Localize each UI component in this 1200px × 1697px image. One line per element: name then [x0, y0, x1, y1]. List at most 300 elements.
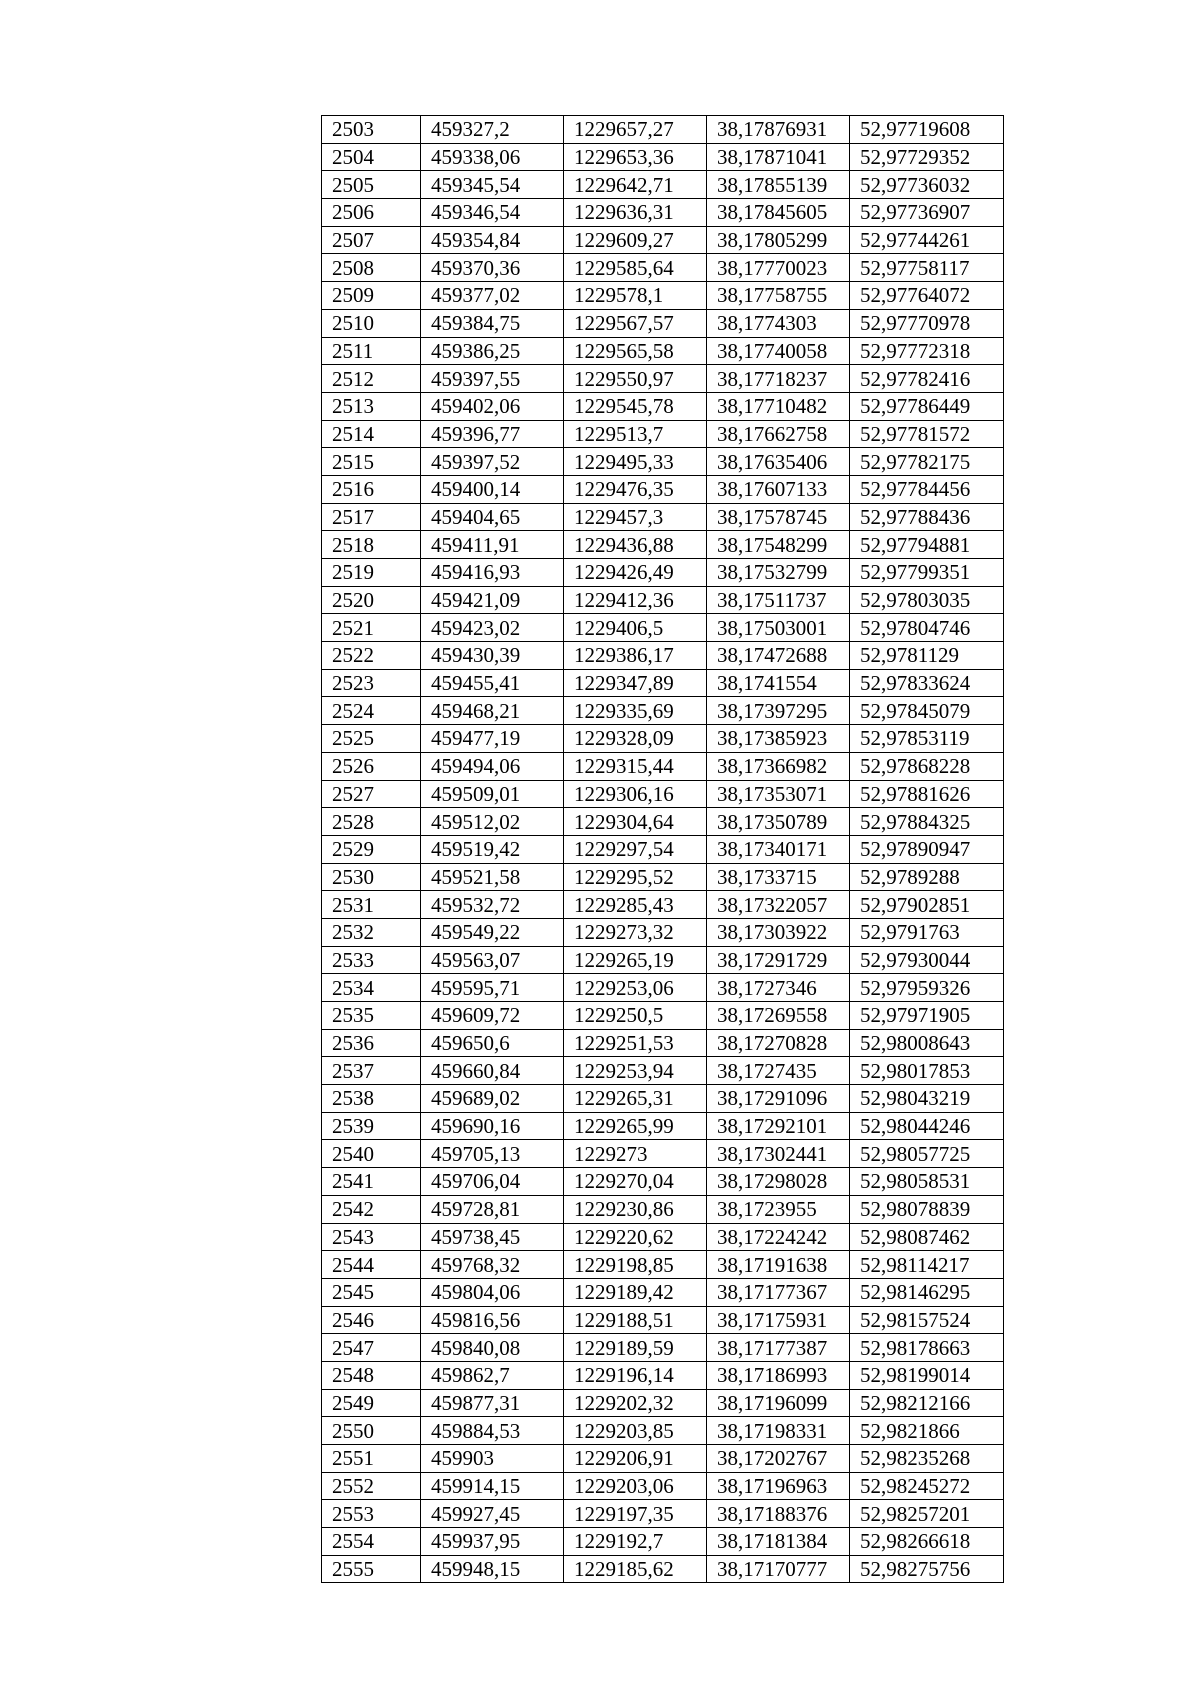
latitude-cell: 52,97719608 [850, 116, 1004, 144]
y-coordinate-cell: 1229203,06 [564, 1472, 707, 1500]
x-coordinate-cell: 459595,71 [421, 974, 564, 1002]
table-row [322, 1223, 1004, 1251]
x-coordinate-cell: 459660,84 [421, 1057, 564, 1085]
latitude-cell: 52,98157524 [850, 1306, 1004, 1334]
y-coordinate-cell: 1229196,14 [564, 1361, 707, 1389]
point-number-cell: 2547 [322, 1334, 421, 1362]
latitude-cell: 52,98245272 [850, 1472, 1004, 1500]
longitude-cell: 38,17175931 [707, 1306, 850, 1334]
table-row [322, 254, 1004, 282]
latitude-cell: 52,9789288 [850, 863, 1004, 891]
point-number-cell: 2504 [322, 143, 421, 171]
table-row [322, 863, 1004, 891]
latitude-cell: 52,97794881 [850, 531, 1004, 559]
y-coordinate-cell: 1229192,7 [564, 1528, 707, 1556]
table-row [322, 669, 1004, 697]
point-number-cell: 2510 [322, 309, 421, 337]
y-coordinate-cell: 1229250,5 [564, 1002, 707, 1030]
table-row [322, 309, 1004, 337]
x-coordinate-cell: 459609,72 [421, 1002, 564, 1030]
point-number-cell: 2506 [322, 199, 421, 227]
longitude-cell: 38,17303922 [707, 918, 850, 946]
x-coordinate-cell: 459338,06 [421, 143, 564, 171]
longitude-cell: 38,17177387 [707, 1334, 850, 1362]
y-coordinate-cell: 1229513,7 [564, 420, 707, 448]
longitude-cell: 38,1727346 [707, 974, 850, 1002]
point-number-cell: 2549 [322, 1389, 421, 1417]
x-coordinate-cell: 459927,45 [421, 1500, 564, 1528]
point-number-cell: 2505 [322, 171, 421, 199]
point-number-cell: 2534 [322, 974, 421, 1002]
point-number-cell: 2509 [322, 282, 421, 310]
y-coordinate-cell: 1229550,97 [564, 365, 707, 393]
longitude-cell: 38,1774303 [707, 309, 850, 337]
y-coordinate-cell: 1229347,89 [564, 669, 707, 697]
latitude-cell: 52,98057725 [850, 1140, 1004, 1168]
x-coordinate-cell: 459477,19 [421, 725, 564, 753]
point-number-cell: 2507 [322, 226, 421, 254]
longitude-cell: 38,1741554 [707, 669, 850, 697]
table-row [322, 365, 1004, 393]
point-number-cell: 2519 [322, 559, 421, 587]
coordinates-table [321, 115, 1004, 1583]
y-coordinate-cell: 1229476,35 [564, 475, 707, 503]
table-row [322, 143, 1004, 171]
x-coordinate-cell: 459690,16 [421, 1112, 564, 1140]
longitude-cell: 38,17322057 [707, 891, 850, 919]
point-number-cell: 2531 [322, 891, 421, 919]
longitude-cell: 38,17350789 [707, 808, 850, 836]
longitude-cell: 38,17548299 [707, 531, 850, 559]
x-coordinate-cell: 459768,32 [421, 1251, 564, 1279]
latitude-cell: 52,97902851 [850, 891, 1004, 919]
y-coordinate-cell: 1229653,36 [564, 143, 707, 171]
latitude-cell: 52,97890947 [850, 835, 1004, 863]
x-coordinate-cell: 459816,56 [421, 1306, 564, 1334]
table-row [322, 752, 1004, 780]
table-row [322, 199, 1004, 227]
x-coordinate-cell: 459705,13 [421, 1140, 564, 1168]
x-coordinate-cell: 459455,41 [421, 669, 564, 697]
latitude-cell: 52,97736907 [850, 199, 1004, 227]
longitude-cell: 38,17269558 [707, 1002, 850, 1030]
point-number-cell: 2543 [322, 1223, 421, 1251]
table-row [322, 1472, 1004, 1500]
latitude-cell: 52,97959326 [850, 974, 1004, 1002]
x-coordinate-cell: 459430,39 [421, 642, 564, 670]
x-coordinate-cell: 459884,53 [421, 1417, 564, 1445]
longitude-cell: 38,17188376 [707, 1500, 850, 1528]
longitude-cell: 38,17758755 [707, 282, 850, 310]
x-coordinate-cell: 459327,2 [421, 116, 564, 144]
point-number-cell: 2540 [322, 1140, 421, 1168]
latitude-cell: 52,97744261 [850, 226, 1004, 254]
point-number-cell: 2546 [322, 1306, 421, 1334]
latitude-cell: 52,98078839 [850, 1195, 1004, 1223]
latitude-cell: 52,98199014 [850, 1361, 1004, 1389]
x-coordinate-cell: 459423,02 [421, 614, 564, 642]
x-coordinate-cell: 459468,21 [421, 697, 564, 725]
latitude-cell: 52,98043219 [850, 1085, 1004, 1113]
table-row [322, 946, 1004, 974]
longitude-cell: 38,17202767 [707, 1445, 850, 1473]
y-coordinate-cell: 1229189,42 [564, 1278, 707, 1306]
latitude-cell: 52,98275756 [850, 1555, 1004, 1583]
y-coordinate-cell: 1229335,69 [564, 697, 707, 725]
longitude-cell: 38,17270828 [707, 1029, 850, 1057]
longitude-cell: 38,1733715 [707, 863, 850, 891]
longitude-cell: 38,17845605 [707, 199, 850, 227]
longitude-cell: 38,17805299 [707, 226, 850, 254]
table-row [322, 614, 1004, 642]
point-number-cell: 2554 [322, 1528, 421, 1556]
x-coordinate-cell: 459689,02 [421, 1085, 564, 1113]
table-row [322, 1140, 1004, 1168]
y-coordinate-cell: 1229306,16 [564, 780, 707, 808]
point-number-cell: 2555 [322, 1555, 421, 1583]
point-number-cell: 2550 [322, 1417, 421, 1445]
point-number-cell: 2516 [322, 475, 421, 503]
y-coordinate-cell: 1229297,54 [564, 835, 707, 863]
latitude-cell: 52,98058531 [850, 1168, 1004, 1196]
longitude-cell: 38,17871041 [707, 143, 850, 171]
point-number-cell: 2512 [322, 365, 421, 393]
y-coordinate-cell: 1229304,64 [564, 808, 707, 836]
x-coordinate-cell: 459706,04 [421, 1168, 564, 1196]
point-number-cell: 2523 [322, 669, 421, 697]
latitude-cell: 52,98044246 [850, 1112, 1004, 1140]
point-number-cell: 2553 [322, 1500, 421, 1528]
point-number-cell: 2539 [322, 1112, 421, 1140]
x-coordinate-cell: 459400,14 [421, 475, 564, 503]
longitude-cell: 38,17292101 [707, 1112, 850, 1140]
latitude-cell: 52,98257201 [850, 1500, 1004, 1528]
table-row [322, 559, 1004, 587]
x-coordinate-cell: 459397,55 [421, 365, 564, 393]
y-coordinate-cell: 1229642,71 [564, 171, 707, 199]
latitude-cell: 52,97729352 [850, 143, 1004, 171]
table-row [322, 835, 1004, 863]
latitude-cell: 52,97884325 [850, 808, 1004, 836]
longitude-cell: 38,17291096 [707, 1085, 850, 1113]
x-coordinate-cell: 459728,81 [421, 1195, 564, 1223]
y-coordinate-cell: 1229609,27 [564, 226, 707, 254]
latitude-cell: 52,97770978 [850, 309, 1004, 337]
table-row [322, 1306, 1004, 1334]
y-coordinate-cell: 1229412,36 [564, 586, 707, 614]
table-row [322, 392, 1004, 420]
table-row [322, 642, 1004, 670]
point-number-cell: 2511 [322, 337, 421, 365]
table-row [322, 531, 1004, 559]
y-coordinate-cell: 1229567,57 [564, 309, 707, 337]
x-coordinate-cell: 459396,77 [421, 420, 564, 448]
longitude-cell: 38,17366982 [707, 752, 850, 780]
latitude-cell: 52,97772318 [850, 337, 1004, 365]
x-coordinate-cell: 459345,54 [421, 171, 564, 199]
longitude-cell: 38,17196099 [707, 1389, 850, 1417]
x-coordinate-cell: 459563,07 [421, 946, 564, 974]
latitude-cell: 52,97782416 [850, 365, 1004, 393]
table-row [322, 1085, 1004, 1113]
longitude-cell: 38,17196963 [707, 1472, 850, 1500]
latitude-cell: 52,98008643 [850, 1029, 1004, 1057]
table-row [322, 337, 1004, 365]
y-coordinate-cell: 1229253,06 [564, 974, 707, 1002]
table-row [322, 1445, 1004, 1473]
point-number-cell: 2529 [322, 835, 421, 863]
longitude-cell: 38,17397295 [707, 697, 850, 725]
y-coordinate-cell: 1229206,91 [564, 1445, 707, 1473]
longitude-cell: 38,17503001 [707, 614, 850, 642]
y-coordinate-cell: 1229406,5 [564, 614, 707, 642]
y-coordinate-cell: 1229265,31 [564, 1085, 707, 1113]
table-row [322, 586, 1004, 614]
point-number-cell: 2537 [322, 1057, 421, 1085]
longitude-cell: 38,17511737 [707, 586, 850, 614]
point-number-cell: 2536 [322, 1029, 421, 1057]
point-number-cell: 2524 [322, 697, 421, 725]
x-coordinate-cell: 459402,06 [421, 392, 564, 420]
latitude-cell: 52,98017853 [850, 1057, 1004, 1085]
point-number-cell: 2522 [322, 642, 421, 670]
x-coordinate-cell: 459903 [421, 1445, 564, 1473]
y-coordinate-cell: 1229185,62 [564, 1555, 707, 1583]
y-coordinate-cell: 1229636,31 [564, 199, 707, 227]
latitude-cell: 52,97788436 [850, 503, 1004, 531]
longitude-cell: 38,17181384 [707, 1528, 850, 1556]
point-number-cell: 2508 [322, 254, 421, 282]
table-row [322, 1112, 1004, 1140]
table-row [322, 1029, 1004, 1057]
longitude-cell: 38,17224242 [707, 1223, 850, 1251]
table-row [322, 116, 1004, 144]
longitude-cell: 38,17177367 [707, 1278, 850, 1306]
y-coordinate-cell: 1229220,62 [564, 1223, 707, 1251]
point-number-cell: 2552 [322, 1472, 421, 1500]
table-row [322, 282, 1004, 310]
y-coordinate-cell: 1229270,04 [564, 1168, 707, 1196]
y-coordinate-cell: 1229198,85 [564, 1251, 707, 1279]
table-row [322, 1555, 1004, 1583]
longitude-cell: 38,17607133 [707, 475, 850, 503]
y-coordinate-cell: 1229295,52 [564, 863, 707, 891]
table-row [322, 891, 1004, 919]
table-row [322, 1389, 1004, 1417]
latitude-cell: 52,97803035 [850, 586, 1004, 614]
table-row [322, 503, 1004, 531]
y-coordinate-cell: 1229315,44 [564, 752, 707, 780]
table-row [322, 1168, 1004, 1196]
latitude-cell: 52,97799351 [850, 559, 1004, 587]
x-coordinate-cell: 459346,54 [421, 199, 564, 227]
latitude-cell: 52,98212166 [850, 1389, 1004, 1417]
y-coordinate-cell: 1229578,1 [564, 282, 707, 310]
point-number-cell: 2530 [322, 863, 421, 891]
longitude-cell: 38,17740058 [707, 337, 850, 365]
point-number-cell: 2520 [322, 586, 421, 614]
table-row [322, 918, 1004, 946]
point-number-cell: 2526 [322, 752, 421, 780]
point-number-cell: 2544 [322, 1251, 421, 1279]
table-row [322, 1251, 1004, 1279]
table-row [322, 1278, 1004, 1306]
point-number-cell: 2548 [322, 1361, 421, 1389]
latitude-cell: 52,97833624 [850, 669, 1004, 697]
table-row [322, 1334, 1004, 1362]
latitude-cell: 52,97784456 [850, 475, 1004, 503]
latitude-cell: 52,97781572 [850, 420, 1004, 448]
point-number-cell: 2515 [322, 448, 421, 476]
longitude-cell: 38,17198331 [707, 1417, 850, 1445]
latitude-cell: 52,98178663 [850, 1334, 1004, 1362]
y-coordinate-cell: 1229230,86 [564, 1195, 707, 1223]
latitude-cell: 52,97868228 [850, 752, 1004, 780]
latitude-cell: 52,97881626 [850, 780, 1004, 808]
x-coordinate-cell: 459386,25 [421, 337, 564, 365]
table-row [322, 1361, 1004, 1389]
y-coordinate-cell: 1229457,3 [564, 503, 707, 531]
longitude-cell: 38,17186993 [707, 1361, 850, 1389]
table-row [322, 808, 1004, 836]
latitude-cell: 52,97758117 [850, 254, 1004, 282]
y-coordinate-cell: 1229197,35 [564, 1500, 707, 1528]
x-coordinate-cell: 459377,02 [421, 282, 564, 310]
coordinates-table-body [322, 116, 1004, 1583]
x-coordinate-cell: 459509,01 [421, 780, 564, 808]
y-coordinate-cell: 1229386,17 [564, 642, 707, 670]
point-number-cell: 2514 [322, 420, 421, 448]
y-coordinate-cell: 1229565,58 [564, 337, 707, 365]
x-coordinate-cell: 459862,7 [421, 1361, 564, 1389]
longitude-cell: 38,17578745 [707, 503, 850, 531]
longitude-cell: 38,17340171 [707, 835, 850, 863]
latitude-cell: 52,9781129 [850, 642, 1004, 670]
y-coordinate-cell: 1229265,19 [564, 946, 707, 974]
latitude-cell: 52,97845079 [850, 697, 1004, 725]
x-coordinate-cell: 459404,65 [421, 503, 564, 531]
longitude-cell: 38,17170777 [707, 1555, 850, 1583]
point-number-cell: 2535 [322, 1002, 421, 1030]
y-coordinate-cell: 1229202,32 [564, 1389, 707, 1417]
table-row [322, 780, 1004, 808]
x-coordinate-cell: 459421,09 [421, 586, 564, 614]
longitude-cell: 38,17876931 [707, 116, 850, 144]
longitude-cell: 38,17855139 [707, 171, 850, 199]
table-row [322, 420, 1004, 448]
point-number-cell: 2542 [322, 1195, 421, 1223]
point-number-cell: 2525 [322, 725, 421, 753]
latitude-cell: 52,98114217 [850, 1251, 1004, 1279]
point-number-cell: 2551 [322, 1445, 421, 1473]
longitude-cell: 38,1727435 [707, 1057, 850, 1085]
longitude-cell: 38,17353071 [707, 780, 850, 808]
x-coordinate-cell: 459397,52 [421, 448, 564, 476]
latitude-cell: 52,98087462 [850, 1223, 1004, 1251]
longitude-cell: 38,17662758 [707, 420, 850, 448]
table-row [322, 1528, 1004, 1556]
latitude-cell: 52,97804746 [850, 614, 1004, 642]
table-row [322, 171, 1004, 199]
point-number-cell: 2528 [322, 808, 421, 836]
point-number-cell: 2517 [322, 503, 421, 531]
table-row [322, 226, 1004, 254]
y-coordinate-cell: 1229203,85 [564, 1417, 707, 1445]
y-coordinate-cell: 1229328,09 [564, 725, 707, 753]
longitude-cell: 38,17532799 [707, 559, 850, 587]
latitude-cell: 52,97736032 [850, 171, 1004, 199]
y-coordinate-cell: 1229188,51 [564, 1306, 707, 1334]
latitude-cell: 52,98146295 [850, 1278, 1004, 1306]
y-coordinate-cell: 1229545,78 [564, 392, 707, 420]
x-coordinate-cell: 459738,45 [421, 1223, 564, 1251]
x-coordinate-cell: 459650,6 [421, 1029, 564, 1057]
latitude-cell: 52,9821866 [850, 1417, 1004, 1445]
x-coordinate-cell: 459411,91 [421, 531, 564, 559]
x-coordinate-cell: 459948,15 [421, 1555, 564, 1583]
longitude-cell: 38,17298028 [707, 1168, 850, 1196]
latitude-cell: 52,9791763 [850, 918, 1004, 946]
latitude-cell: 52,98266618 [850, 1528, 1004, 1556]
longitude-cell: 38,17302441 [707, 1140, 850, 1168]
x-coordinate-cell: 459840,08 [421, 1334, 564, 1362]
latitude-cell: 52,97971905 [850, 1002, 1004, 1030]
table-row [322, 725, 1004, 753]
longitude-cell: 38,17718237 [707, 365, 850, 393]
longitude-cell: 38,17472688 [707, 642, 850, 670]
point-number-cell: 2527 [322, 780, 421, 808]
table-row [322, 448, 1004, 476]
x-coordinate-cell: 459549,22 [421, 918, 564, 946]
x-coordinate-cell: 459937,95 [421, 1528, 564, 1556]
table-row [322, 1195, 1004, 1223]
x-coordinate-cell: 459416,93 [421, 559, 564, 587]
x-coordinate-cell: 459804,06 [421, 1278, 564, 1306]
longitude-cell: 38,17710482 [707, 392, 850, 420]
longitude-cell: 38,17635406 [707, 448, 850, 476]
point-number-cell: 2521 [322, 614, 421, 642]
y-coordinate-cell: 1229436,88 [564, 531, 707, 559]
longitude-cell: 38,17385923 [707, 725, 850, 753]
y-coordinate-cell: 1229189,59 [564, 1334, 707, 1362]
longitude-cell: 38,17191638 [707, 1251, 850, 1279]
longitude-cell: 38,17291729 [707, 946, 850, 974]
x-coordinate-cell: 459914,15 [421, 1472, 564, 1500]
longitude-cell: 38,17770023 [707, 254, 850, 282]
point-number-cell: 2518 [322, 531, 421, 559]
latitude-cell: 52,97782175 [850, 448, 1004, 476]
latitude-cell: 52,98235268 [850, 1445, 1004, 1473]
table-row [322, 1057, 1004, 1085]
latitude-cell: 52,97853119 [850, 725, 1004, 753]
latitude-cell: 52,97930044 [850, 946, 1004, 974]
x-coordinate-cell: 459512,02 [421, 808, 564, 836]
table-row [322, 1500, 1004, 1528]
y-coordinate-cell: 1229585,64 [564, 254, 707, 282]
x-coordinate-cell: 459370,36 [421, 254, 564, 282]
y-coordinate-cell: 1229251,53 [564, 1029, 707, 1057]
x-coordinate-cell: 459877,31 [421, 1389, 564, 1417]
point-number-cell: 2545 [322, 1278, 421, 1306]
x-coordinate-cell: 459494,06 [421, 752, 564, 780]
x-coordinate-cell: 459521,58 [421, 863, 564, 891]
longitude-cell: 38,1723955 [707, 1195, 850, 1223]
table-row [322, 1417, 1004, 1445]
x-coordinate-cell: 459519,42 [421, 835, 564, 863]
table-row [322, 697, 1004, 725]
y-coordinate-cell: 1229273 [564, 1140, 707, 1168]
point-number-cell: 2533 [322, 946, 421, 974]
